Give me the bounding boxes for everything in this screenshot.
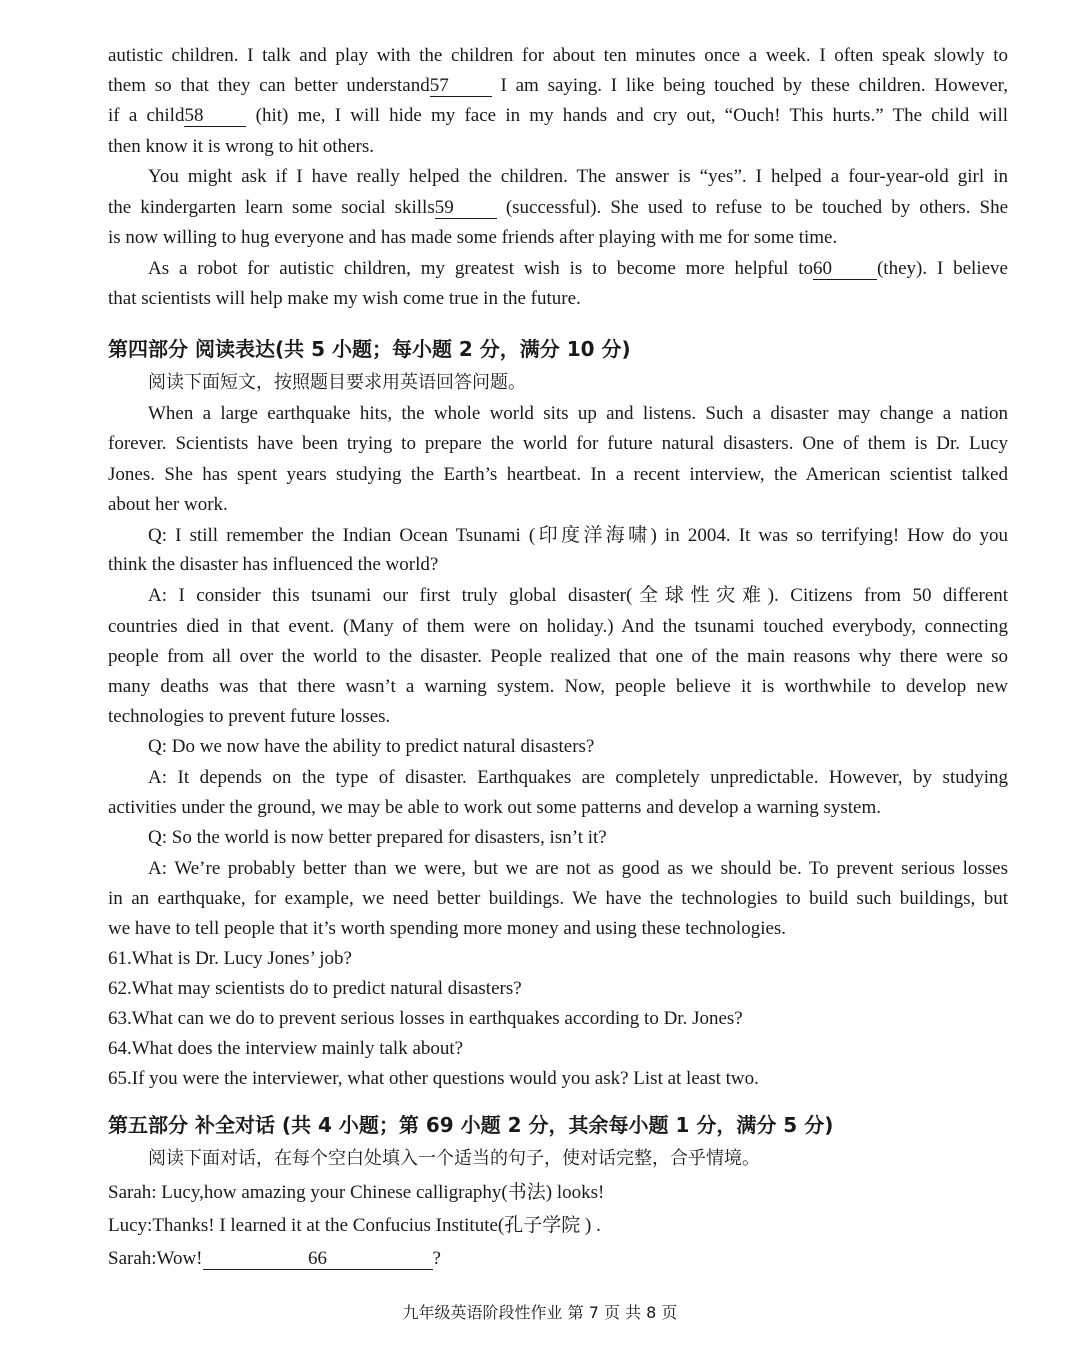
blank-57: 57 xyxy=(430,76,492,97)
dialogue-line: Lucy:Thanks! I learned it at the Confucius Institute(孔子学院 ) . xyxy=(108,1215,601,1236)
interview-line: Q: I still remember the Indian Ocean Tsunami (印度洋海啸) in 2004. It was so terrifying! How do you xyxy=(148,525,1008,546)
dialogue-line xyxy=(108,1247,441,1271)
cloze-text: (they). I believe xyxy=(876,258,1008,279)
cloze-text: I am saying. I like being touched by these children. However, xyxy=(500,75,1008,96)
page-footer: 九年级英语阶段性作业 第 7 页 共 8 页 xyxy=(402,1303,678,1322)
question-62: 62.What may scientists do to predict natural disasters? xyxy=(108,978,522,999)
blank-58: 58 xyxy=(184,106,246,127)
cloze-line: autistic children. I talk and play with the children for about ten minutes once a week. I often speak slowly to xyxy=(108,45,1008,66)
passage-line: forever. Scientists have been trying to prepare the world for future natural disasters. One of them is Dr. Lucy xyxy=(108,433,1008,454)
interview-line: A: I consider this tsunami our first truly global disaster(全球性灾难). Citizens from 50 different xyxy=(148,585,1008,606)
interview-line: technologies to prevent future losses. xyxy=(108,706,391,727)
cloze-text: As a robot for autistic children, my greatest wish is to become more helpful to xyxy=(148,258,813,279)
blank-59: 59 xyxy=(435,198,497,219)
cloze-line: You might ask if I have really helped the children. The answer is “yes”. I helped a four-year-old girl in xyxy=(148,166,1008,187)
cloze-line xyxy=(108,104,1008,128)
cloze-text: them so that they can better understand xyxy=(108,75,430,96)
interview-line: A: It depends on the type of disaster. Earthquakes are completely unpredictable. However, by studying xyxy=(148,767,1008,788)
cloze-line: that scientists will help make my wish come true in the future. xyxy=(108,288,581,309)
cloze-line: then know it is wrong to hit others. xyxy=(108,136,374,157)
interview-line: in an earthquake, for example, we need better buildings. We have the technologies to build such buildings, but xyxy=(108,888,1008,909)
question-64: 64.What does the interview mainly talk about? xyxy=(108,1038,464,1059)
passage-line: about her work. xyxy=(108,494,228,515)
part4-instruction: 阅读下面短文，按照题目要求用英语回答问题。 xyxy=(148,372,526,393)
part4-heading: 第四部分 阅读表达(共 5 小题；每小题 2 分，满分 10 分) xyxy=(108,337,631,361)
dialogue-text: Sarah:Wow! xyxy=(108,1248,203,1269)
passage-line: When a large earthquake hits, the whole world sits up and listens. Such a disaster may change a nation xyxy=(148,403,1008,424)
blank-66: 66 xyxy=(203,1249,433,1270)
interview-line: activities under the ground, we may be able to work out some patterns and develop a warning system. xyxy=(108,797,881,818)
blank-60: 60 xyxy=(813,259,877,280)
cloze-text: if a child xyxy=(108,105,185,126)
part5-instruction: 阅读下面对话，在每个空白处填入一个适当的句子，使对话完整，合乎情境。 xyxy=(148,1148,760,1169)
interview-line: people from all over the world to the disaster. People realized that one of the main reasons why there were so xyxy=(108,646,1008,667)
cloze-text: (hit) me, I will hide my face in my hands and cry out, “Ouch! This hurts.” The child will xyxy=(255,105,1009,126)
cloze-line xyxy=(108,196,1008,220)
cloze-line: is now willing to hug everyone and has made some friends after playing with me for some time. xyxy=(108,227,838,248)
interview-line: countries died in that event. (Many of them were on holiday.) And the tsunami touched everybody, connecting xyxy=(108,616,1008,637)
cloze-line xyxy=(108,74,1008,98)
interview-line: many deaths was that there wasn’t a warning system. Now, people believe it is worthwhile to develop new xyxy=(108,676,1008,697)
part5-heading: 第五部分 补全对话 (共 4 小题；第 69 小题 2 分，其余每小题 1 分，满分 5 分) xyxy=(108,1113,834,1137)
interview-line: think the disaster has influenced the world? xyxy=(108,554,439,575)
dialogue-text: ? xyxy=(432,1248,441,1269)
passage-line: Jones. She has spent years studying the Earth’s heartbeat. In a recent interview, the American scientist talked xyxy=(108,464,1008,485)
question-65: 65.If you were the interviewer, what other questions would you ask? List at least two. xyxy=(108,1068,759,1089)
cloze-text: (successful). She used to refuse to be touched by others. She xyxy=(505,197,1009,218)
cloze-line xyxy=(148,257,1008,281)
question-61: 61.What is Dr. Lucy Jones’ job? xyxy=(108,948,352,969)
question-63: 63.What can we do to prevent serious losses in earthquakes according to Dr. Jones? xyxy=(108,1008,743,1029)
interview-line: we have to tell people that it’s worth spending more money and using these technologies. xyxy=(108,918,787,939)
interview-line: A: We’re probably better than we were, but we are not as good as we should be. To prevent serious losses xyxy=(148,858,1008,879)
interview-line: Q: So the world is now better prepared for disasters, isn’t it? xyxy=(148,827,607,848)
interview-line: Q: Do we now have the ability to predict natural disasters? xyxy=(148,736,595,757)
cloze-text: the kindergarten learn some social skills xyxy=(108,197,435,218)
dialogue-line: Sarah: Lucy,how amazing your Chinese calligraphy(书法) looks! xyxy=(108,1182,605,1203)
